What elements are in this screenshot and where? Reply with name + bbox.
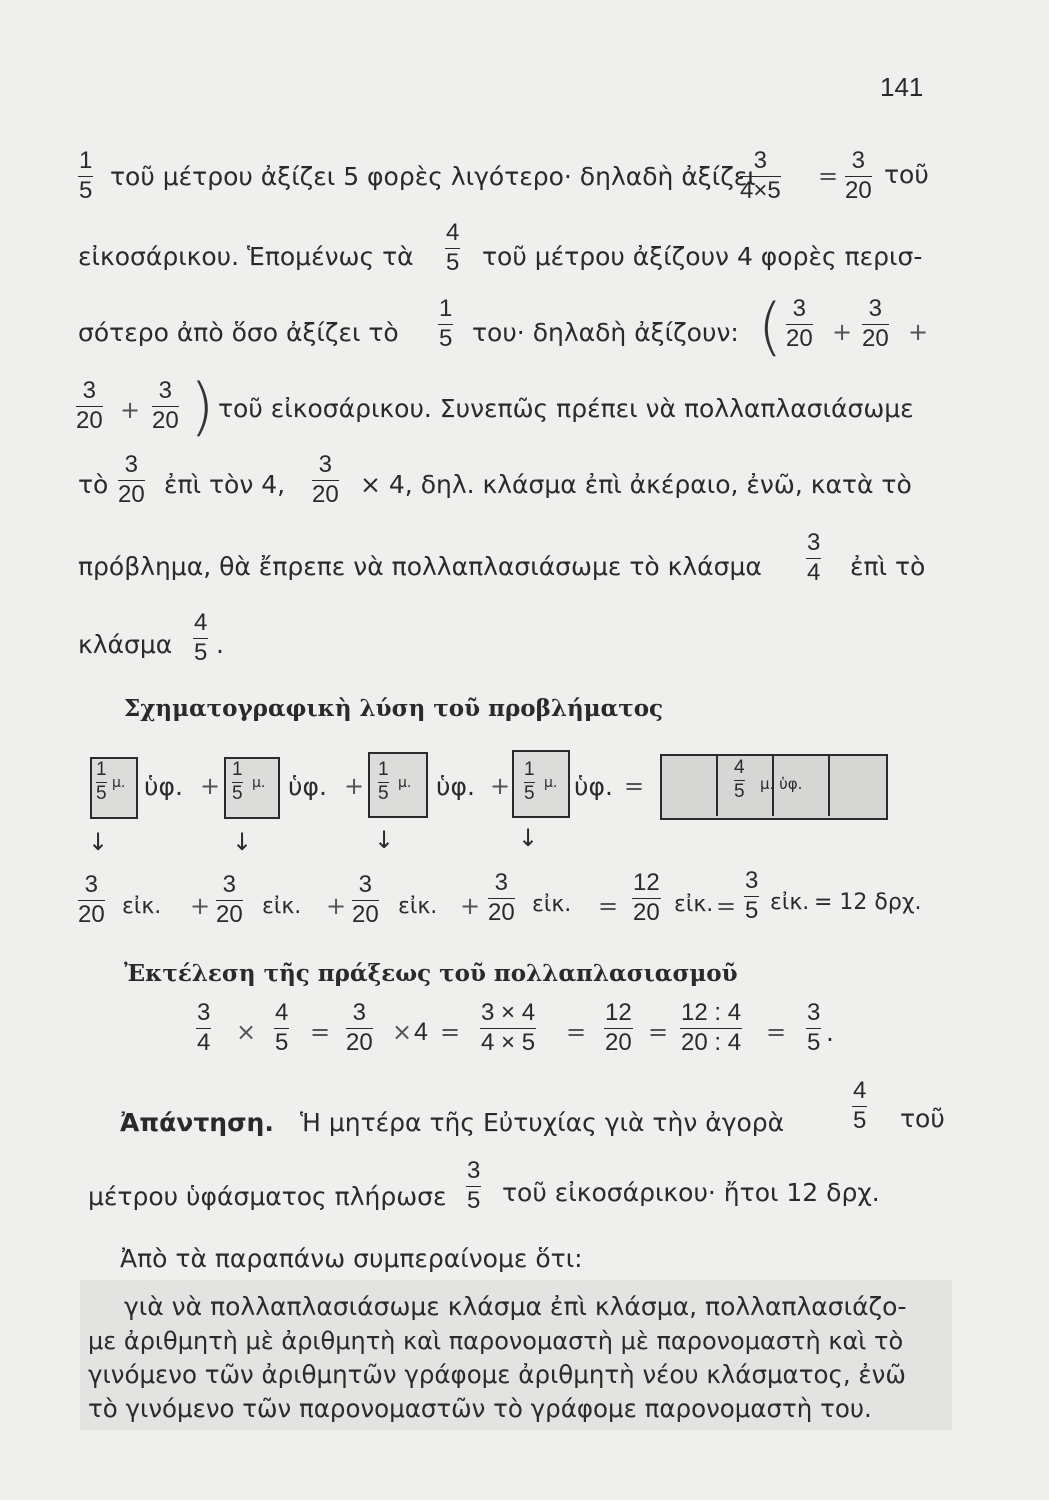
fraction-1-5: 1 5 bbox=[524, 759, 535, 804]
fraction-3-4: 3 4 bbox=[197, 999, 211, 1056]
fraction-3-20: 3 20 bbox=[118, 451, 145, 508]
unit-label: εἰκ. bbox=[770, 890, 810, 915]
page-number: 141 bbox=[880, 72, 924, 102]
fraction-12-20: 12 20 bbox=[605, 999, 632, 1056]
fraction-3-20: 3 20 bbox=[352, 871, 379, 928]
answer-text: τοῦ εἰκοσάρικου· ἤτοι 12 δρχ. bbox=[502, 1178, 880, 1207]
unit-label: ὑφ. bbox=[288, 772, 327, 801]
answer-text: Ἡ μητέρα τῆς Εὐτυχίας γιὰ τὴν ἀγορὰ bbox=[300, 1108, 785, 1137]
close-paren: ) bbox=[190, 370, 215, 443]
rule-line: τὸ γινόμενο τῶν παρονομαστῶν τὸ γράφομε παρονομαστὴ του. bbox=[88, 1394, 872, 1423]
equals-sign: = bbox=[818, 162, 839, 190]
times-sign: × bbox=[236, 1018, 257, 1046]
paragraph-text: ἐπὶ τὸν 4, bbox=[164, 470, 286, 499]
fraction-4-5: 4 5 bbox=[446, 219, 460, 276]
unit-label: μ. bbox=[398, 775, 412, 791]
paragraph-text: τοῦ μέτρου ἀξίζουν 4 φορὲς περισ- bbox=[482, 242, 923, 271]
unit-label: εἰκ. bbox=[262, 894, 302, 919]
fraction-3x4-4x5: 3 × 4 4 × 5 bbox=[481, 999, 536, 1056]
fraction-3-20: 3 20 bbox=[862, 295, 889, 352]
unit-label: ὑφ. bbox=[436, 772, 475, 801]
fraction-box bbox=[512, 750, 570, 818]
fraction-3-20: 3 20 bbox=[76, 377, 103, 434]
plus-sign: + bbox=[326, 892, 347, 920]
equals-sign: = bbox=[440, 1018, 461, 1046]
fraction-1-5: 1 5 bbox=[439, 295, 453, 352]
fraction-4-5: 4 5 bbox=[853, 1077, 867, 1134]
fraction-3-20: 3 20 bbox=[216, 871, 243, 928]
paragraph-text: τὸ bbox=[78, 470, 109, 499]
answer-text: μέτρου ὑφάσματος πλήρωσε bbox=[88, 1182, 447, 1211]
times-sign: × bbox=[392, 1018, 413, 1046]
plus-sign: + bbox=[460, 892, 481, 920]
rule-line: με ἀριθμητὴ μὲ ἀριθμητὴ καὶ παρονομαστὴ μὲ παρονομαστὴ καὶ τὸ bbox=[88, 1327, 904, 1355]
unit-label: μ. bbox=[252, 775, 266, 791]
fraction-3-20: 3 20 bbox=[152, 377, 179, 434]
answer-label: Ἀπάντηση. bbox=[120, 1108, 274, 1137]
unit-label: μ. bbox=[112, 775, 126, 791]
equals-sign: = bbox=[566, 1018, 587, 1046]
equals-sign: = bbox=[310, 1018, 331, 1046]
down-arrow-icon: ↓ bbox=[88, 828, 109, 856]
period: . bbox=[826, 1018, 834, 1047]
strip-divider bbox=[716, 756, 718, 816]
paragraph-text: ἐπὶ τὸ bbox=[850, 552, 926, 581]
answer-text: τοῦ bbox=[900, 1104, 945, 1133]
fraction-3-5: 3 5 bbox=[745, 867, 759, 924]
unit-label: εἰκ. bbox=[122, 894, 162, 919]
unit-label: μ. ὑφ. bbox=[760, 775, 803, 793]
unit-label: εἰκ. bbox=[532, 892, 572, 917]
fraction-3-20: 3 20 bbox=[786, 295, 813, 352]
paragraph-text: σότερο ἀπὸ ὅσο ἀξίζει τὸ bbox=[78, 318, 399, 347]
fraction-4-5: 4 5 bbox=[734, 757, 745, 802]
equals-sign: = bbox=[716, 892, 737, 920]
fraction-4-5: 4 5 bbox=[275, 999, 289, 1056]
fraction-12-20: 12 20 bbox=[633, 869, 660, 926]
multiplier: 4 bbox=[414, 1018, 428, 1046]
fraction-3-20: 3 20 bbox=[845, 147, 872, 204]
fraction-3-5: 3 5 bbox=[807, 999, 821, 1056]
paragraph-text: εἰκοσάρικου. Ἑπομένως τὰ bbox=[78, 242, 414, 271]
equals-sign: = bbox=[766, 1018, 787, 1046]
fraction-12div4-20div4: 12 : 4 20 : 4 bbox=[681, 999, 742, 1056]
paragraph-text: τοῦ εἰκοσάρικου. Συνεπῶς πρέπει νὰ πολλαπλασιάσωμε bbox=[218, 394, 914, 423]
down-arrow-icon: ↓ bbox=[518, 824, 539, 852]
strip-divider bbox=[828, 756, 830, 816]
paragraph-text: κλάσμα bbox=[78, 630, 173, 659]
paragraph-text: τοῦ μέτρου ἀξίζει 5 φορὲς λιγότερο· δηλαδὴ ἀξίζει bbox=[110, 162, 756, 191]
paragraph-text: × 4, δηλ. κλάσμα ἐπὶ ἀκέραιο, ἐνῶ, κατὰ τὸ bbox=[360, 470, 912, 499]
paragraph-text: τοῦ bbox=[884, 160, 929, 189]
fraction-3-20: 3 20 bbox=[488, 869, 515, 926]
total-result: = 12 δρχ. bbox=[814, 890, 922, 915]
period: . bbox=[216, 630, 224, 659]
plus-sign: + bbox=[908, 318, 929, 346]
unit-label: ὑφ. bbox=[574, 772, 613, 801]
fraction-4-5: 4 5 bbox=[194, 609, 208, 666]
fraction-3-4x5: 3 4×5 bbox=[740, 147, 781, 204]
equals-sign: = bbox=[648, 1018, 669, 1046]
rule-line: γιὰ νὰ πολλαπλασιάσωμε κλάσμα ἐπὶ κλάσμα, πολλαπλασιάζο- bbox=[124, 1292, 907, 1321]
fraction-3-20: 3 20 bbox=[346, 999, 373, 1056]
paragraph-text: του· δηλαδὴ ἀξίζουν: bbox=[472, 318, 739, 347]
equals-sign: = bbox=[624, 772, 645, 800]
down-arrow-icon: ↓ bbox=[374, 826, 395, 854]
plus-sign: + bbox=[832, 318, 853, 346]
section-heading: Σχηματογραφικὴ λύση τοῦ προβλήματος bbox=[124, 695, 664, 722]
equals-sign: = bbox=[598, 892, 619, 920]
down-arrow-icon: ↓ bbox=[232, 828, 253, 856]
plus-sign: + bbox=[344, 772, 365, 800]
plus-sign: + bbox=[120, 396, 141, 424]
fraction-3-4: 3 4 bbox=[807, 529, 821, 586]
fraction-3-20: 3 20 bbox=[78, 871, 105, 928]
unit-label: ὑφ. bbox=[144, 772, 183, 801]
rule-line: γινόμενο τῶν ἀριθμητῶν γράφομε ἀριθμητὴ νέου κλάσματος, ἐνῶ bbox=[88, 1360, 906, 1389]
plus-sign: + bbox=[490, 772, 511, 800]
open-paren: ( bbox=[758, 290, 783, 363]
conclusion-intro: Ἀπὸ τὰ παραπάνω συμπεραίνομε ὅτι: bbox=[120, 1244, 583, 1273]
unit-label: εἰκ. bbox=[398, 894, 438, 919]
plus-sign: + bbox=[200, 772, 221, 800]
unit-label: μ. bbox=[544, 775, 558, 791]
fraction-1-5: 1 5 bbox=[378, 759, 389, 804]
fraction-3-5: 3 5 bbox=[467, 1157, 481, 1214]
section-heading: Ἐκτέλεση τῆς πράξεως τοῦ πολλαπλασιασμοῦ bbox=[124, 960, 738, 987]
fraction-1-5: 1 5 bbox=[79, 147, 93, 204]
unit-label: εἰκ. bbox=[674, 892, 714, 917]
paragraph-text: πρόβλημα, θὰ ἔπρεπε νὰ πολλαπλασιάσωμε τὸ κλάσμα bbox=[78, 552, 762, 581]
fraction-3-20: 3 20 bbox=[312, 451, 339, 508]
plus-sign: + bbox=[190, 892, 211, 920]
fraction-1-5: 1 5 bbox=[96, 759, 107, 804]
fraction-1-5: 1 5 bbox=[232, 759, 243, 804]
